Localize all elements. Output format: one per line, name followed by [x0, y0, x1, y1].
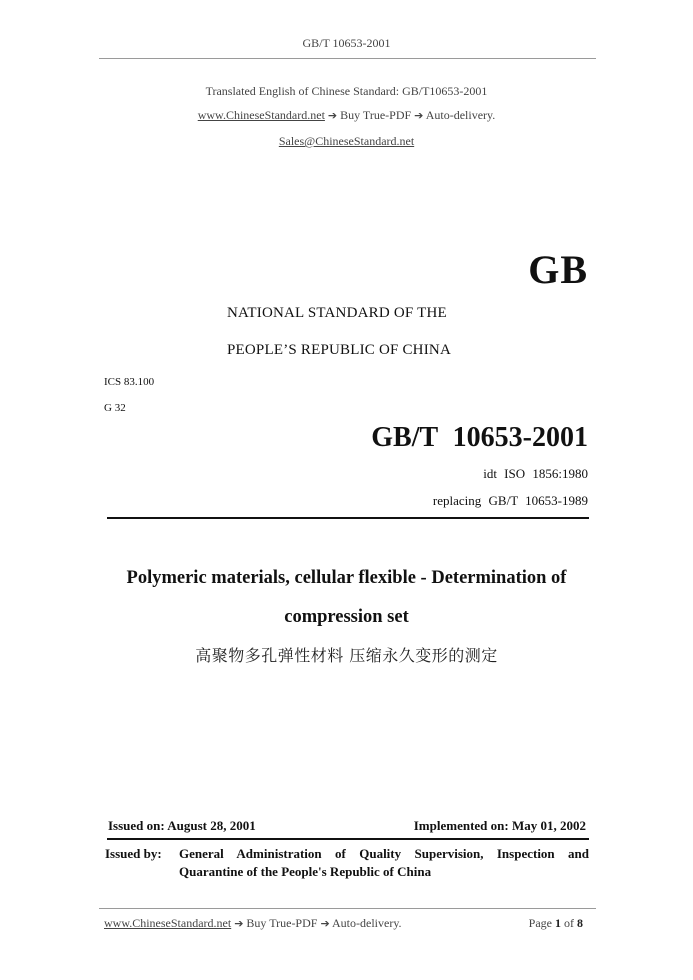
ics-code: ICS 83.100 [104, 376, 155, 388]
issued-date: Issued on: August 28, 2001 [108, 818, 256, 833]
english-title-line-1: Polymeric materials, cellular flexible - Determination of [126, 568, 567, 588]
gb-logo: GB [528, 247, 588, 292]
page-word: Page [528, 916, 552, 930]
footer-divider [99, 908, 596, 909]
footer-promo [104, 916, 402, 931]
page-of-word: of [564, 916, 574, 930]
national-standard-heading: NATIONAL STANDARD OF THE [227, 305, 447, 321]
total-pages-number: 8 [577, 916, 583, 930]
dates-divider [107, 838, 589, 840]
standard-number: GB/T 10653-2001 [371, 422, 588, 453]
arrow-right-icon: ➔ [414, 109, 424, 122]
issued-by-label: Issued by: [105, 846, 162, 861]
footer-delivery-text: Auto-delivery. [332, 916, 402, 930]
translation-notice: Translated English of Chinese Standard: GB/T10653-2001 [205, 84, 488, 98]
footer-chinesestandard-link[interactable]: www.ChineseStandard.net [104, 916, 232, 930]
auto-delivery-text: Auto-delivery. [425, 108, 496, 122]
current-page-number: 1 [555, 916, 561, 930]
buy-true-pdf-text: Buy True-PDF [340, 108, 412, 122]
arrow-right-icon: ➔ [234, 917, 244, 930]
issuing-authority-line-2: Quarantine of the People's Republic of China [179, 864, 432, 879]
english-title-line-2: compression set [284, 607, 409, 627]
footer-buy-text: Buy True-PDF [246, 916, 318, 930]
issuing-authority-line-1: General Administration of Quality Supervision, Inspection and [179, 846, 589, 861]
arrow-right-icon: ➔ [320, 917, 330, 930]
promo-line [0, 108, 693, 123]
implemented-date: Implemented on: May 01, 2002 [413, 818, 586, 833]
sales-email-link[interactable]: Sales@ChineseStandard.net [278, 134, 415, 148]
arrow-right-icon: ➔ [327, 109, 338, 122]
page-header-title: GB/T 10653-2001 [302, 36, 391, 50]
cover-divider [107, 517, 589, 519]
chinesestandard-link[interactable]: www.ChineseStandard.net [197, 108, 325, 122]
chinese-title: 高聚物多孔弹性材料 压缩永久变形的测定 [195, 646, 498, 665]
ccs-code: G 32 [104, 402, 126, 414]
header-divider [99, 58, 596, 59]
issued-by-block [105, 845, 589, 881]
republic-heading: PEOPLE’S REPUBLIC OF CHINA [227, 342, 451, 358]
page-indicator [529, 916, 583, 931]
replacing-standard: replacing GB/T 10653-1989 [432, 493, 588, 508]
identical-standard: idt ISO 1856:1980 [483, 466, 588, 481]
email-line [0, 134, 693, 149]
